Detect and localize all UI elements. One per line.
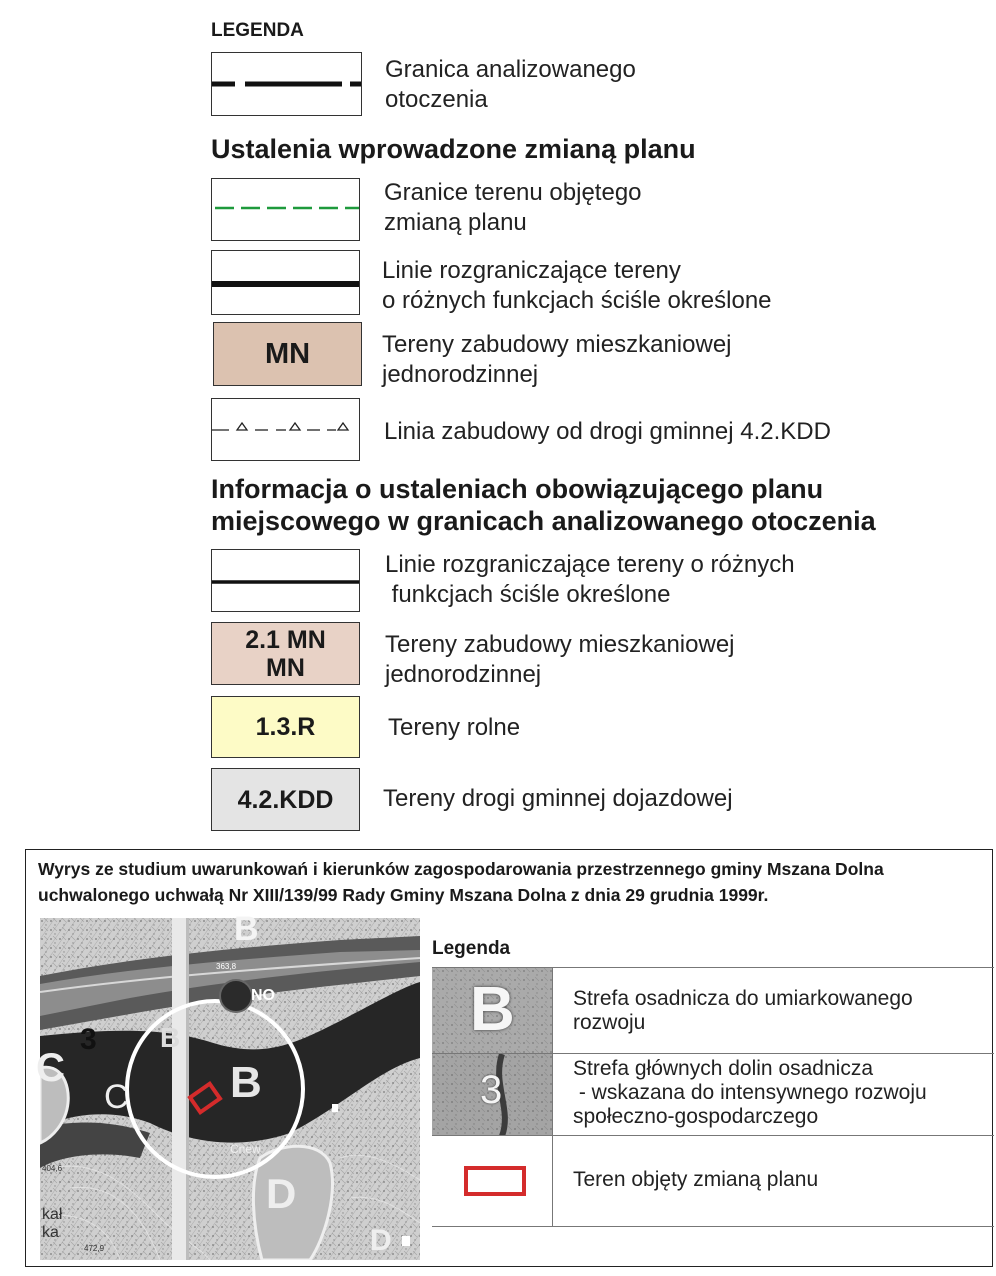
valley-zone-3-label: Strefa głównych dolin osadnicza - wskazana do intensywnego rozwoju społeczno-gospodarczego — [573, 1057, 927, 1128]
road-label: Tereny drogi gminnej dojazdowej — [383, 785, 733, 812]
building-line-symbol — [211, 398, 360, 461]
changes-section-title: Ustalenia wprowadzone zmianą planu — [211, 134, 696, 164]
map-label-d: D — [266, 1170, 297, 1217]
mn-zone-label: Tereny zabudowy mieszkaniowej jednorodzinnej — [382, 331, 732, 388]
change-area-boundary-label: Granice terenu objętego zmianą planu — [384, 179, 642, 236]
study-extract-panel — [25, 849, 993, 1267]
change-area-symbol — [432, 1136, 553, 1226]
map-label-c: C — [36, 1046, 65, 1090]
agricultural-symbol: 1.3.R — [211, 696, 360, 758]
demarcation-line-label: Linie rozgraniczające tereny o różnych funkcjach ściśle określone — [382, 257, 772, 314]
map-label-elev3: 363,8 — [216, 962, 237, 971]
existing-section-title: Informacja o ustaleniach obowiązującego planu miejscowego w granicach analizowanego otoczenia — [211, 474, 876, 536]
green-dashed-line — [212, 179, 359, 240]
map-label-three: 3 — [80, 1023, 97, 1056]
change-area-label: Teren objęty zmianą planu — [573, 1168, 819, 1191]
study-map — [36, 910, 420, 1260]
map-label-b-left: B — [160, 1022, 181, 1053]
extract-title: Wyrys ze studium uwarunkowań i kierunków zagospodarowania przestrzennego gminy Mszana Dolna uchwalonego uchwałą Nr XIII/139/99 Rady Gminy Mszana Dolna z dnia 29 grudnia 1999r. — [38, 859, 884, 905]
study-legend-row — [432, 1053, 994, 1136]
map-label-no: NO — [251, 987, 275, 1004]
dash-dot-boundary-line — [212, 53, 361, 115]
analyzed-boundary-label: Granica analizowanego otoczenia — [385, 56, 636, 113]
settlement-zone-b-symbol: B — [432, 968, 553, 1054]
map-label-b-big: B — [230, 1058, 262, 1107]
analyzed-boundary-symbol — [211, 52, 362, 116]
study-legend-row — [432, 967, 994, 1054]
building-line-label: Linia zabudowy od drogi gminnej 4.2.KDD — [384, 418, 831, 445]
existing-demarcation-symbol — [211, 549, 360, 612]
map-label-elev2: 472,9 — [84, 1244, 105, 1253]
triangle-dashed-line — [212, 399, 359, 460]
change-area-boundary-symbol — [211, 178, 360, 241]
road-symbol: 4.2.KDD — [211, 768, 360, 831]
demarcation-line-symbol — [211, 250, 360, 315]
existing-demarcation-label: Linie rozgraniczające tereny o różnych funkcjach ściśle określone — [385, 551, 795, 608]
study-legend-row — [432, 1135, 994, 1227]
study-legend — [432, 967, 994, 1225]
mn-zone-symbol: MN — [213, 322, 362, 386]
map-label-elev1: 404,6 — [42, 1164, 63, 1173]
existing-mn-label: Tereny zabudowy mieszkaniowej jednorodzinnej — [385, 631, 735, 688]
map-label-d2: D — [370, 1224, 392, 1257]
map-label-b-top: B — [234, 910, 259, 948]
agricultural-label: Tereny rolne — [388, 714, 521, 741]
existing-mn-symbol: 2.1 MN MN — [211, 622, 360, 685]
solid-line — [212, 550, 359, 611]
red-frame-icon — [464, 1166, 526, 1196]
map-label-ka: ka — [42, 1224, 59, 1241]
map-label-c2: C — [104, 1078, 129, 1116]
settlement-zone-b-label: Strefa osadnicza do umiarkowanego rozwoju — [573, 987, 913, 1034]
thick-solid-line — [212, 251, 359, 314]
map-label-kal: kał — [42, 1206, 63, 1223]
legend-title: LEGENDA — [211, 20, 304, 41]
valley-zone-3-symbol: 3 — [432, 1054, 553, 1136]
study-legend-title: Legenda — [432, 938, 511, 959]
map-label-chew: Chew — [230, 1142, 261, 1156]
